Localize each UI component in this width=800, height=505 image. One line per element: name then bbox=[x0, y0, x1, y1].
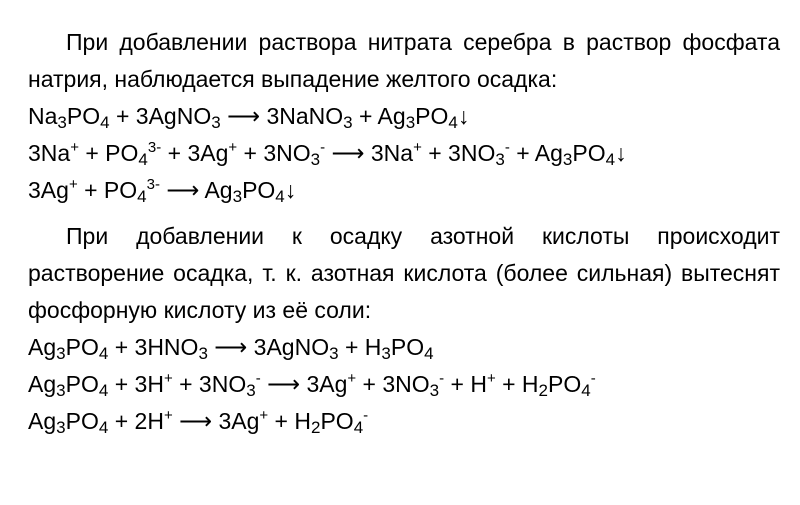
equation-subscript: 3 bbox=[56, 418, 66, 437]
equation-subscript: 3 bbox=[429, 381, 440, 400]
equation-subscript: 2 bbox=[310, 418, 321, 437]
equation-term: PO bbox=[66, 103, 101, 129]
equation-term: + PO bbox=[78, 140, 139, 166]
equation-superscript: + bbox=[486, 370, 496, 387]
equation-net-ionic bbox=[28, 172, 780, 209]
equation-superscript: - bbox=[590, 370, 596, 387]
equation-term: + 2H bbox=[108, 408, 164, 434]
equation-full-ionic bbox=[28, 366, 780, 403]
equation-term: ⟶ 3NaNO bbox=[220, 103, 344, 129]
equation-subscript: 3 bbox=[57, 113, 67, 132]
paragraph-precipitation-intro: При добавлении раствора нитрата серебра в раствор фосфата натрия, наблюдается выпадение желтого осадка: bbox=[28, 29, 780, 92]
equation-subscript: 4 bbox=[138, 150, 148, 169]
equation-superscript: - bbox=[363, 407, 369, 424]
equation-term: + Ag bbox=[352, 103, 406, 129]
equation-term: ↓ bbox=[615, 140, 627, 166]
equation-block-dissolution bbox=[28, 329, 780, 440]
equation-subscript: 4 bbox=[100, 113, 110, 132]
equation-term: PO bbox=[65, 334, 99, 360]
equation-term: PO bbox=[548, 371, 582, 397]
equation-term: ⟶ 3Ag bbox=[260, 371, 348, 397]
equation-term: PO bbox=[320, 408, 354, 434]
equation-term: + 3NO bbox=[421, 140, 496, 166]
equation-term: ⟶ 3Na bbox=[325, 140, 414, 166]
equation-subscript: 4 bbox=[448, 113, 458, 132]
equation-term: + 3AgNO bbox=[109, 103, 212, 129]
equation-term: + H bbox=[495, 371, 539, 397]
equation-term: PO bbox=[65, 408, 99, 434]
equation-term: ↓ bbox=[284, 177, 297, 203]
equation-term: + H bbox=[268, 408, 311, 434]
equation-subscript: 4 bbox=[98, 344, 109, 363]
equation-term: Ag bbox=[28, 334, 57, 360]
equation-subscript: 4 bbox=[275, 187, 285, 206]
equation-subscript: 3 bbox=[232, 187, 243, 206]
equation-term: + 3NO bbox=[237, 140, 311, 166]
equation-subscript: 3 bbox=[198, 344, 208, 363]
equation-superscript: + bbox=[163, 407, 173, 424]
equation-superscript: 3- bbox=[146, 176, 160, 193]
equation-subscript: 3 bbox=[246, 381, 256, 400]
equation-term: Ag bbox=[28, 408, 57, 434]
document-body bbox=[28, 24, 780, 440]
equation-superscript: + bbox=[70, 139, 79, 156]
equation-term: PO bbox=[572, 140, 606, 166]
equation-term: Ag bbox=[28, 371, 57, 397]
equation-term: 3Na bbox=[28, 140, 71, 166]
equation-superscript: - bbox=[504, 139, 510, 156]
equation-subscript: 3 bbox=[329, 344, 339, 363]
paragraph-dissolution-intro: При добавлении к осадку азотной кислоты происходит растворение осадка, т. к. азотная кислота (более сильная) вытеснят фосфорную кислоту из её соли: bbox=[28, 223, 780, 323]
equation-term: PO bbox=[390, 334, 425, 360]
equation-subscript: 4 bbox=[424, 344, 434, 363]
equation-superscript: + bbox=[413, 139, 422, 156]
equation-superscript: + bbox=[163, 370, 173, 387]
equation-full-ionic bbox=[28, 135, 780, 172]
equation-superscript: + bbox=[259, 407, 269, 424]
equation-term: PO bbox=[65, 371, 99, 397]
equation-term: ↓ bbox=[457, 103, 470, 129]
equation-term: ⟶ 3AgNO bbox=[207, 334, 330, 360]
equation-term: Na bbox=[28, 103, 58, 129]
equation-subscript: 3 bbox=[495, 150, 505, 169]
equation-superscript: - bbox=[320, 139, 326, 156]
equation-subscript: 3 bbox=[562, 150, 573, 169]
equation-term: ⟶ 3Ag bbox=[172, 408, 260, 434]
equation-term: PO bbox=[242, 177, 276, 203]
equation-block-precipitation bbox=[28, 98, 780, 209]
equation-subscript: 3 bbox=[56, 344, 66, 363]
equation-term: + Ag bbox=[509, 140, 563, 166]
equation-term: + 3Ag bbox=[161, 140, 229, 166]
equation-net-ionic bbox=[28, 403, 780, 440]
equation-term: ⟶ Ag bbox=[159, 177, 233, 203]
equation-molecular bbox=[28, 98, 780, 135]
equation-superscript: 3- bbox=[147, 139, 162, 156]
equation-term: 3Ag bbox=[28, 177, 69, 203]
equation-term: + H bbox=[338, 334, 382, 360]
equation-subscript: 4 bbox=[605, 150, 616, 169]
equation-superscript: + bbox=[68, 176, 78, 193]
equation-term: + H bbox=[444, 371, 487, 397]
equation-subscript: 3 bbox=[405, 113, 416, 132]
equation-subscript: 4 bbox=[98, 418, 109, 437]
equation-subscript: 3 bbox=[211, 113, 221, 132]
equation-subscript: 4 bbox=[98, 381, 109, 400]
equation-term: + 3NO bbox=[172, 371, 247, 397]
equation-subscript: 4 bbox=[581, 381, 591, 400]
equation-term: + 3NO bbox=[356, 371, 430, 397]
equation-molecular bbox=[28, 329, 780, 366]
equation-superscript: + bbox=[228, 139, 238, 156]
equation-superscript: + bbox=[347, 370, 357, 387]
equation-superscript: - bbox=[255, 370, 261, 387]
equation-subscript: 4 bbox=[137, 187, 147, 206]
equation-subscript: 3 bbox=[56, 381, 66, 400]
equation-term: + 3H bbox=[108, 371, 164, 397]
equation-term: PO bbox=[415, 103, 449, 129]
equation-term: + 3HNO bbox=[108, 334, 199, 360]
equation-subscript: 3 bbox=[381, 344, 391, 363]
equation-subscript: 3 bbox=[310, 150, 321, 169]
equation-superscript: - bbox=[439, 370, 445, 387]
equation-term: + PO bbox=[77, 177, 138, 203]
equation-subscript: 2 bbox=[538, 381, 549, 400]
equation-subscript: 4 bbox=[353, 418, 364, 437]
equation-subscript: 3 bbox=[343, 113, 353, 132]
